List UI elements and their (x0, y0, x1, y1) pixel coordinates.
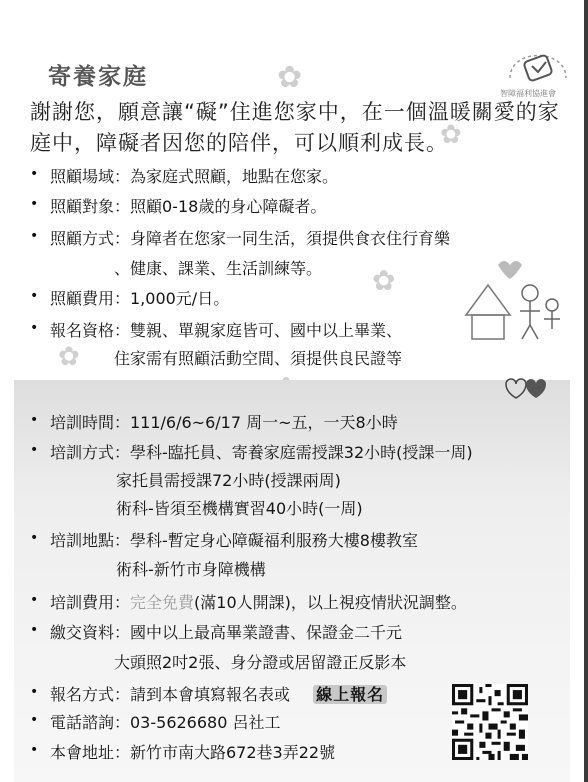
page-title: 寄養家庭 (48, 64, 148, 90)
bullet: • (30, 684, 39, 700)
care-target: 照顧對象：照顧0-18歲的身心障礙者。 (50, 197, 327, 216)
care-fee: 照顧費用：1,000元/日。 (50, 289, 230, 308)
bullet: • (30, 228, 39, 244)
heart-badge-icon (494, 376, 554, 402)
qr-code[interactable] (452, 684, 528, 760)
bullet: • (30, 530, 39, 546)
signup-label: 報名方式：請到本會填寫報名表或 (50, 685, 291, 704)
bullet: • (30, 592, 39, 608)
training-fee-note: (滿10人開課)，以上視疫情狀況調整。 (194, 593, 467, 612)
training-fee (50, 590, 467, 613)
training-location: 培訓地點：學科-暫定身心障礙福利服務大樓8樓教室 (50, 531, 418, 550)
phone-inquiry: 電話諮詢：03-5626680 呂社工 (50, 713, 281, 732)
care-eligibility-cont: 住家需有照顧活動空間、須提供良民證等 (114, 349, 403, 368)
training-method-cont2: 術科-皆須至機構實習40小時(一周) (116, 499, 363, 518)
bullet: • (30, 742, 39, 758)
bullet: • (30, 412, 39, 428)
online-signup-link[interactable]: 線上報名 (313, 685, 387, 704)
bullet: • (30, 196, 39, 212)
bullet: • (30, 622, 39, 638)
training-location-cont: 術科-新竹市身障機構 (116, 560, 266, 579)
logo-text: 智障福利協進會 (500, 89, 556, 98)
care-eligibility: 報名資格：雙親、單親家庭皆可、國中以上畢業、 (50, 321, 403, 340)
family-illustration (458, 255, 568, 347)
office-address: 本會地址：新竹市南大路672巷3弄22號 (50, 743, 336, 762)
training-docs-cont: 大頭照2吋2張、身分證或居留證正反影本 (114, 653, 407, 672)
training-time: 培訓時間：111/6/6~6/17 周一~五，一天8小時 (50, 413, 398, 432)
flower-icon: ✿ (372, 264, 396, 297)
training-fee-label: 培訓費用： (50, 593, 131, 612)
signup-method (50, 682, 387, 705)
care-method: 照顧方式：身障者在您家一同生活，須提供食衣住行育樂 (50, 229, 451, 248)
flower-icon: ✿ (58, 342, 80, 372)
scan-edge (584, 0, 588, 782)
bullet: • (30, 442, 39, 458)
care-method-cont: 、健康、課業、生活訓練等。 (114, 259, 323, 278)
intro-text: 謝謝您，願意讓“礙”住進您家中，在一個溫暖關愛的家庭中，障礙者因您的陪伴，可以順利成長。 (30, 100, 560, 155)
training-method: 培訓方式：學科-臨托員、寄養家庭需授課32小時(授課一周) (50, 443, 473, 462)
bullet: • (30, 166, 39, 182)
training-method-cont1: 家托員需授課72小時(授課兩周) (116, 471, 341, 490)
training-fee-free: 完全免費 (130, 593, 195, 612)
flower-icon: ✿ (440, 120, 462, 150)
bullet: • (30, 712, 39, 728)
flower-icon: ✿ (277, 60, 303, 95)
training-docs: 繳交資料：國中以上最高畢業證書、保證金二千元 (50, 623, 403, 642)
bullet: • (30, 288, 39, 304)
care-venue: 照顧場域：為家庭式照顧，地點在您家。 (50, 167, 339, 186)
bullet: • (30, 320, 39, 336)
